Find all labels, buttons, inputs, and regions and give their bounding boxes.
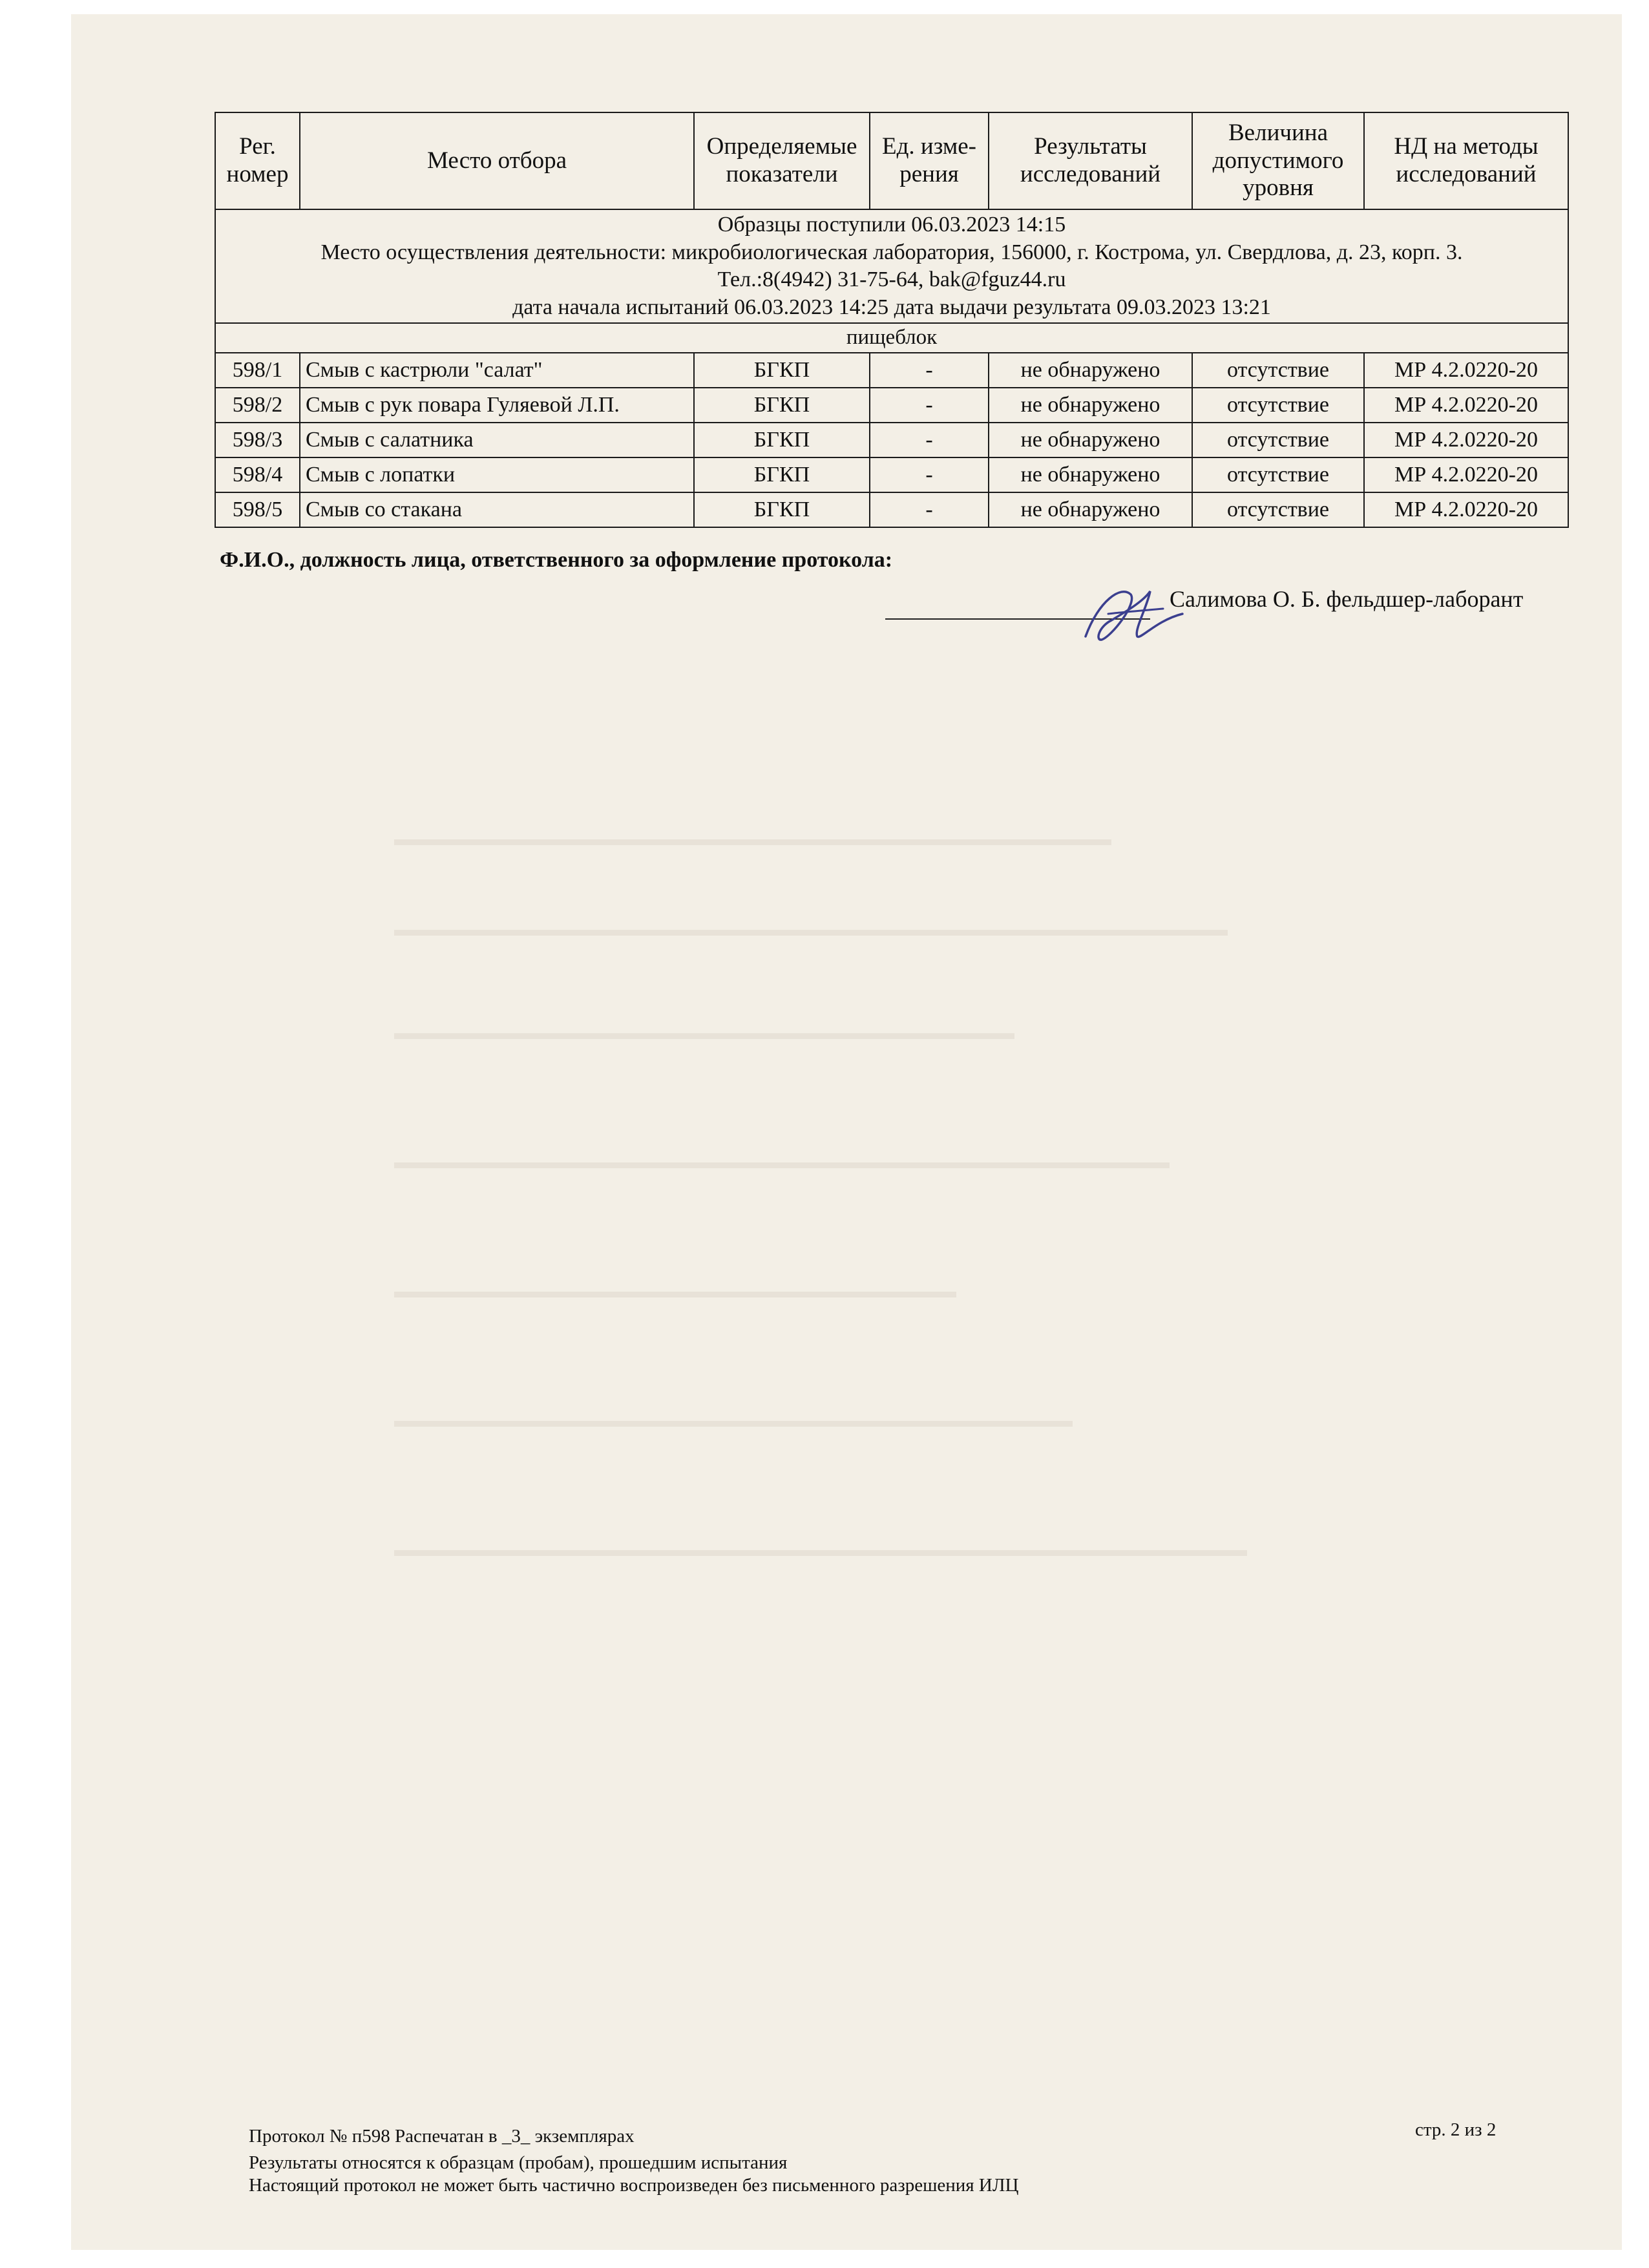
cell-method: МР 4.2.0220-20 <box>1364 353 1568 388</box>
cell-method: МР 4.2.0220-20 <box>1364 492 1568 527</box>
cell-allowed: отсутствие <box>1192 353 1364 388</box>
contact-info: Тел.:8(4942) 31-75-64, bak@fguz44.ru <box>717 268 1066 291</box>
cell-unit: - <box>870 457 989 492</box>
footer-protocol-number: Протокол № п598 Распечатан в _3_ экземплярах <box>249 2126 635 2147</box>
footer-reproduction-note: Настоящий протокол не может быть частично воспроизведен без письменного разрешения ИЛЦ <box>249 2175 1019 2196</box>
footer-results-note: Результаты относятся к образцам (пробам), прошедшим испытания <box>249 2152 788 2173</box>
cell-unit: - <box>870 353 989 388</box>
bleed-through-text: ▬▬▬▬▬▬▬▬▬▬▬▬▬▬▬▬▬▬▬▬▬▬▬▬▬▬▬▬▬▬▬▬ <box>394 1022 1014 1044</box>
cell-place: Смыв со стакана <box>300 492 694 527</box>
cell-reg: 598/2 <box>215 388 300 423</box>
bleed-through-text: ▬▬▬▬▬▬▬▬▬▬▬▬▬▬▬▬▬▬▬▬▬▬▬▬▬▬▬▬▬▬▬▬▬▬▬▬▬▬▬▬▬▬▬ <box>394 919 1228 940</box>
cell-method: МР 4.2.0220-20 <box>1364 388 1568 423</box>
cell-allowed: отсутствие <box>1192 388 1364 423</box>
bleed-through-text: ▬▬▬▬▬▬▬▬▬▬▬▬▬▬▬▬▬▬▬▬▬▬▬▬▬▬▬▬▬▬▬▬▬▬▬ <box>394 1410 1073 1431</box>
page-number: стр. 2 из 2 <box>1415 2119 1497 2140</box>
samples-received: Образцы поступили 06.03.2023 14:15 <box>717 213 1066 236</box>
cell-result: не обнаружено <box>989 492 1192 527</box>
table-header-row <box>215 112 1568 209</box>
results-table <box>215 112 1569 528</box>
table-row <box>215 353 1568 388</box>
table-row <box>215 423 1568 457</box>
bleed-through-text: ▬▬▬▬▬▬▬▬▬▬▬▬▬▬▬▬▬▬▬▬▬▬▬▬▬▬▬▬▬▬▬▬▬▬▬▬▬ <box>394 828 1111 850</box>
sample-info <box>215 209 1568 323</box>
header-methods: НД на методы исследований <box>1364 112 1568 209</box>
header-units: Ед. изме- рения <box>870 112 989 209</box>
section-row <box>215 323 1568 353</box>
cell-indicator: БГКП <box>694 388 870 423</box>
cell-indicator: БГКП <box>694 492 870 527</box>
responsible-person-label: Ф.И.О., должность лица, ответственного за оформление протокола: <box>220 548 893 572</box>
cell-unit: - <box>870 423 989 457</box>
cell-unit: - <box>870 492 989 527</box>
cell-indicator: БГКП <box>694 457 870 492</box>
cell-reg: 598/3 <box>215 423 300 457</box>
cell-place: Смыв с рук повара Гуляевой Л.П. <box>300 388 694 423</box>
cell-allowed: отсутствие <box>1192 423 1364 457</box>
cell-indicator: БГКП <box>694 423 870 457</box>
signer-name: Салимова О. Б. фельдшер-лаборант <box>1170 586 1524 612</box>
cell-result: не обнаружено <box>989 353 1192 388</box>
activity-location: Место осуществления деятельности: микробиологическая лаборатория, 156000, г. Кострома, ул. Свердлова, д. 23, корп. 3. <box>320 240 1463 264</box>
cell-method: МР 4.2.0220-20 <box>1364 457 1568 492</box>
header-results: Результаты исследований <box>989 112 1192 209</box>
cell-unit: - <box>870 388 989 423</box>
bleed-through-text: ▬▬▬▬▬▬▬▬▬▬▬▬▬▬▬▬▬▬▬▬▬▬▬▬▬▬▬▬▬▬▬▬▬▬▬▬▬▬▬▬▬▬▬▬ <box>394 1539 1247 1560</box>
table-row <box>215 492 1568 527</box>
cell-indicator: БГКП <box>694 353 870 388</box>
cell-allowed: отсутствие <box>1192 492 1364 527</box>
bleed-through-text: ▬▬▬▬▬▬▬▬▬▬▬▬▬▬▬▬▬▬▬▬▬▬▬▬▬▬▬▬▬ <box>394 1281 956 1302</box>
cell-place: Смыв с салатника <box>300 423 694 457</box>
bleed-through-text: ▬▬▬▬▬▬▬▬▬▬▬▬▬▬▬▬▬▬▬▬▬▬▬▬▬▬▬▬▬▬▬▬▬▬▬▬▬▬▬▬ <box>394 1151 1170 1173</box>
cell-place: Смыв с лопатки <box>300 457 694 492</box>
cell-place: Смыв с кастрюли "салат" <box>300 353 694 388</box>
test-dates: дата начала испытаний 06.03.2023 14:25 дата выдачи результата 09.03.2023 13:21 <box>512 295 1271 319</box>
info-row <box>215 209 1568 323</box>
header-sampling-place: Место отбора <box>300 112 694 209</box>
cell-result: не обнаружено <box>989 457 1192 492</box>
cell-reg: 598/5 <box>215 492 300 527</box>
section-title: пищеблок <box>215 323 1568 353</box>
table-row <box>215 388 1568 423</box>
cell-method: МР 4.2.0220-20 <box>1364 423 1568 457</box>
cell-reg: 598/1 <box>215 353 300 388</box>
header-indicators: Определяемые показатели <box>694 112 870 209</box>
header-reg-number: Рег. номер <box>215 112 300 209</box>
cell-allowed: отсутствие <box>1192 457 1364 492</box>
cell-result: не обнаружено <box>989 423 1192 457</box>
cell-reg: 598/4 <box>215 457 300 492</box>
header-allowed-level: Величина допустимого уровня <box>1192 112 1364 209</box>
table-row <box>215 457 1568 492</box>
cell-result: не обнаружено <box>989 388 1192 423</box>
